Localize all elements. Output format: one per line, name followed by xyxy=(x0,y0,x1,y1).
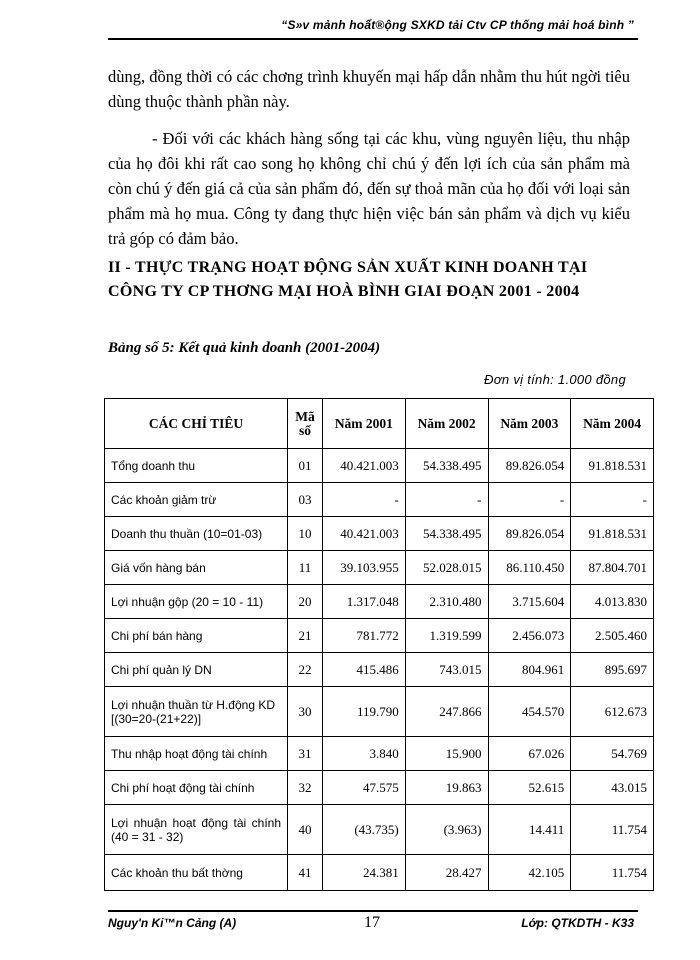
value-2003: 89.826.054 xyxy=(488,517,571,551)
value-2002: 19.863 xyxy=(405,771,488,805)
value-2004: 895.697 xyxy=(571,653,654,687)
row-label: Các khoản giảm trừ xyxy=(105,483,288,517)
row-code: 30 xyxy=(288,687,323,737)
value-2004: 11.754 xyxy=(571,855,654,891)
value-2003: 42.105 xyxy=(488,855,571,891)
table-header-row xyxy=(105,399,654,449)
table-row xyxy=(105,771,654,805)
header-year-2002: Năm 2002 xyxy=(405,399,488,449)
value-2002: 54.338.495 xyxy=(405,449,488,483)
table-caption: Bảng số 5: Kết quả kinh doanh (2001-2004) xyxy=(108,340,381,356)
row-code: 31 xyxy=(288,737,323,771)
value-2003: - xyxy=(488,483,571,517)
table-row xyxy=(105,585,654,619)
value-2002: 28.427 xyxy=(405,855,488,891)
row-code: 21 xyxy=(288,619,323,653)
row-label: Thu nhập hoạt động tài chính xyxy=(105,737,288,771)
value-2004: 2.505.460 xyxy=(571,619,654,653)
value-2002: 743.015 xyxy=(405,653,488,687)
value-2002: 52.028.015 xyxy=(405,551,488,585)
value-2004: 4.013.830 xyxy=(571,585,654,619)
value-2001: 24.381 xyxy=(323,855,406,891)
value-2001: 40.421.003 xyxy=(323,449,406,483)
row-code: 11 xyxy=(288,551,323,585)
value-2004: 91.818.531 xyxy=(571,449,654,483)
unit-note: Đơn vị tính: 1.000 đồng xyxy=(484,372,626,387)
value-2001: 39.103.955 xyxy=(323,551,406,585)
row-label: Tổng doanh thu xyxy=(105,449,288,483)
table-row xyxy=(105,737,654,771)
row-label: Chi phí hoạt động tài chính xyxy=(105,771,288,805)
value-2003: 3.715.604 xyxy=(488,585,571,619)
paragraph-2: - Đối với các khách hàng sống tại các khu, vùng nguyên liệu, thu nhập của họ đôi khi rất cao song họ không chỉ chú ý đến lợi ích của sản phẩm mà còn chú ý đến giá cả của sản phẩm đó, đến sự thoả mãn của họ đối với loại sản phẩm mà họ mua. Công ty đang thực hiện việc bán sản phẩm và dịch vụ kiểu trả góp có đảm bảo. xyxy=(108,129,630,248)
row-label: Lợi nhuận gộp (20 = 10 - 11) xyxy=(105,585,288,619)
value-2003: 52.615 xyxy=(488,771,571,805)
row-label: Các khoản thu bất thờng xyxy=(105,855,288,891)
value-2004: 43.015 xyxy=(571,771,654,805)
value-2001: 781.772 xyxy=(323,619,406,653)
paragraph-1: dùng, đồng thời có các chơng trình khuyến mại hấp dẫn nhằm thu hút ngời tiêu dùng thuộc thành phần này. xyxy=(108,67,630,111)
table-row xyxy=(105,805,654,855)
value-2002: (3.963) xyxy=(405,805,488,855)
table-row xyxy=(105,619,654,653)
header-year-2001: Năm 2001 xyxy=(323,399,406,449)
value-2004: 54.769 xyxy=(571,737,654,771)
value-2002: 15.900 xyxy=(405,737,488,771)
footer-author: Nguy'n Ki™n Cảng (A) xyxy=(108,916,237,930)
value-2001: 415.486 xyxy=(323,653,406,687)
header-title: “S»v mảnh hoẩt®ộng SXKD tải Ctv CP thống mải hoá bình ” xyxy=(281,18,634,32)
header-code: Mã số xyxy=(288,399,323,449)
value-2003: 86.110.450 xyxy=(488,551,571,585)
table-row xyxy=(105,551,654,585)
page-number: 17 xyxy=(364,914,380,931)
row-code: 40 xyxy=(288,805,323,855)
footer-class: Lớp: QTKDTH - K33 xyxy=(521,916,634,930)
table-row xyxy=(105,449,654,483)
row-label: Giá vốn hàng bán xyxy=(105,551,288,585)
value-2004: 87.804.701 xyxy=(571,551,654,585)
header-year-2003: Năm 2003 xyxy=(488,399,571,449)
value-2002: 1.319.599 xyxy=(405,619,488,653)
table-row xyxy=(105,687,654,737)
value-2002: - xyxy=(405,483,488,517)
row-code: 01 xyxy=(288,449,323,483)
row-code: 10 xyxy=(288,517,323,551)
value-2001: 1.317.048 xyxy=(323,585,406,619)
row-code: 22 xyxy=(288,653,323,687)
table-row xyxy=(105,653,654,687)
table-row xyxy=(105,517,654,551)
value-2003: 2.456.073 xyxy=(488,619,571,653)
page-header xyxy=(108,16,638,40)
value-2003: 804.961 xyxy=(488,653,571,687)
section-heading: II - THỰC TRẠNG HOẠT ĐỘNG SẢN XUẤT KINH DOANH TẠI CÔNG TY CP THƠNG MẠI HOÀ BÌNH GIAI ĐOẠN 2001 - 2004 xyxy=(108,259,588,300)
page-footer xyxy=(108,910,638,942)
value-2003: 67.026 xyxy=(488,737,571,771)
table-row xyxy=(105,855,654,891)
value-2001: 119.790 xyxy=(323,687,406,737)
row-label: Chi phí quản lý DN xyxy=(105,653,288,687)
row-code: 32 xyxy=(288,771,323,805)
value-2001: 47.575 xyxy=(323,771,406,805)
value-2003: 14.411 xyxy=(488,805,571,855)
header-indicator: CÁC CHỈ TIÊU xyxy=(105,399,288,449)
value-2002: 54.338.495 xyxy=(405,517,488,551)
value-2003: 454.570 xyxy=(488,687,571,737)
value-2004: - xyxy=(571,483,654,517)
row-label: Lợi nhuận thuần từ H.động KD [(30=20-(21+22)] xyxy=(105,687,288,737)
row-code: 20 xyxy=(288,585,323,619)
value-2004: 91.818.531 xyxy=(571,517,654,551)
value-2002: 247.866 xyxy=(405,687,488,737)
business-results-table xyxy=(104,398,654,891)
value-2001: - xyxy=(323,483,406,517)
value-2003: 89.826.054 xyxy=(488,449,571,483)
table-row xyxy=(105,483,654,517)
value-2001: 3.840 xyxy=(323,737,406,771)
row-label: Doanh thu thuần (10=01-03) xyxy=(105,517,288,551)
row-label: Lợi nhuận hoạt động tài chính (40 = 31 - 32) xyxy=(105,805,288,855)
row-label: Chi phí bán hàng xyxy=(105,619,288,653)
value-2004: 11.754 xyxy=(571,805,654,855)
header-year-2004: Năm 2004 xyxy=(571,399,654,449)
value-2001: 40.421.003 xyxy=(323,517,406,551)
row-code: 41 xyxy=(288,855,323,891)
row-code: 03 xyxy=(288,483,323,517)
value-2004: 612.673 xyxy=(571,687,654,737)
value-2002: 2.310.480 xyxy=(405,585,488,619)
value-2001: (43.735) xyxy=(323,805,406,855)
